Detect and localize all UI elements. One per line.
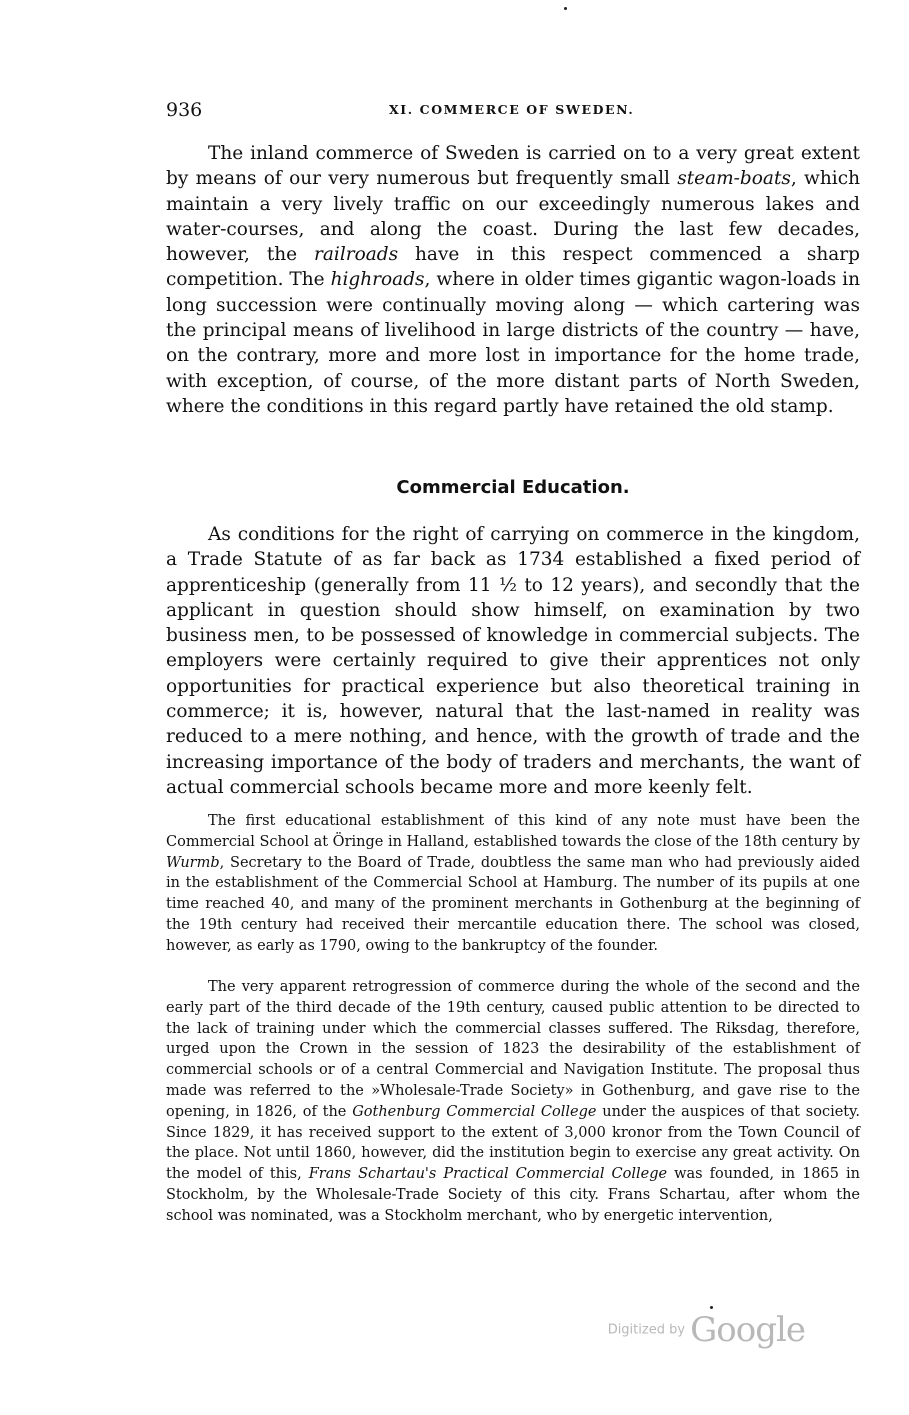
italic-term: highroads (330, 269, 425, 291)
text-run: , where in older times gigantic wagon-loads in long succession were continually moving along — which cartering was the principal means of livelihood in large districts of the country — have, on the contrary, more and more lost in importance for the home trade, with exception, of course, of the more distant parts of North Sweden, where the conditions in this regard partly have retained the old stamp. (166, 269, 860, 417)
text-run: was founded, in 1865 in Stockholm, by the Wholesale-Trade Society of this city. Frans Schartau, after whom the school was nominated, was a Stockholm merchant, who by energetic intervention, (166, 1166, 860, 1224)
text-run: , Secretary to the Board of Trade, doubtless the same man who had previously aided in the establishment of the Commercial School at Hamburg. The number of its pupils at one time reached 40, and many of the prominent merchants in Gothenburg at the beginning of the 19th century had received their mercantile education there. The school was closed, however, as early as 1790, owing to the bankruptcy of the founder. (166, 854, 860, 954)
italic-term: Wurmb (166, 854, 220, 871)
text-run: The very apparent retrogression of commerce during the whole of the second and the early part of the third decade of the 19th century, caused public attention to be directed to the lack of training under which the commercial classes suffered. The Riksdag, therefore, urged upon the Crown in the session of 1823 the desirability of the establishment of commercial schools or of a central Commercial and Navigation Institute. The proposal thus made was referred to the »Wholesale-Trade Society» in Gothenburg, and gave rise to the opening, in 1826, of the (166, 979, 860, 1120)
text-run: have in this respect commenced a sharp competition. The (166, 244, 860, 291)
italic-term: railroads (314, 244, 399, 266)
italic-term: Frans Schartau's Practical Commercial College (308, 1166, 668, 1183)
paragraph-oringe-school (166, 811, 860, 957)
italic-term: Gothenburg Commercial College (352, 1103, 597, 1120)
text-run: The first educational establishment of this kind of any note must have been the Commercial School at Öringe in Halland, established towards the close of the 18th century by (166, 813, 860, 850)
scan-speck (710, 1306, 713, 1309)
text-run: , which maintain a very lively traffic on our exceedingly numerous lakes and water-courses, and along the coast. During the last few decades, however, the (166, 168, 860, 266)
italic-term: steam-boats (677, 168, 791, 190)
text-run: The inland commerce of Sweden is carried on to a very great extent by means of our very numerous but frequently small (166, 143, 860, 190)
digitized-watermark (608, 1310, 805, 1350)
paragraph-inland-commerce (166, 141, 860, 419)
google-wordmark: Google (690, 1310, 805, 1350)
paragraph-gothenburg-college (166, 977, 860, 1227)
digitized-label: Digitized by (607, 1322, 686, 1338)
running-head: XI. COMMERCE OF SWEDEN. (389, 102, 635, 117)
page-number: 936 (166, 99, 203, 121)
paragraph-trade-statute: As conditions for the right of carrying on commerce in the kingdom, a Trade Statute of as far back as 1734 established a fixed period of apprenticeship (generally from 11 ½ to 12 years), and secondly that the applicant in question should show himself, on examination by two business men, to be possessed of knowledge in commercial subjects. The employers were certainly required to give their apprentices not only opportunities for practical experience but also theoretical training in commerce; it is, however, natural that the last-named in reality was reduced to a mere nothing, and hence, with the growth of trade and the increasing importance of the body of traders and merchants, the want of actual commercial schools became more and more keenly felt. (166, 524, 860, 798)
text-run: under the auspices of that society. Since 1829, it has received support to the extent of 3,000 kronor from the Town Council of the place. Not until 1860, however, did the institution begin to exercise any great activity. On the model of this, (166, 1103, 860, 1183)
section-heading: Commercial Education. (396, 477, 630, 498)
scan-speck (564, 7, 567, 10)
page-header (166, 98, 860, 124)
